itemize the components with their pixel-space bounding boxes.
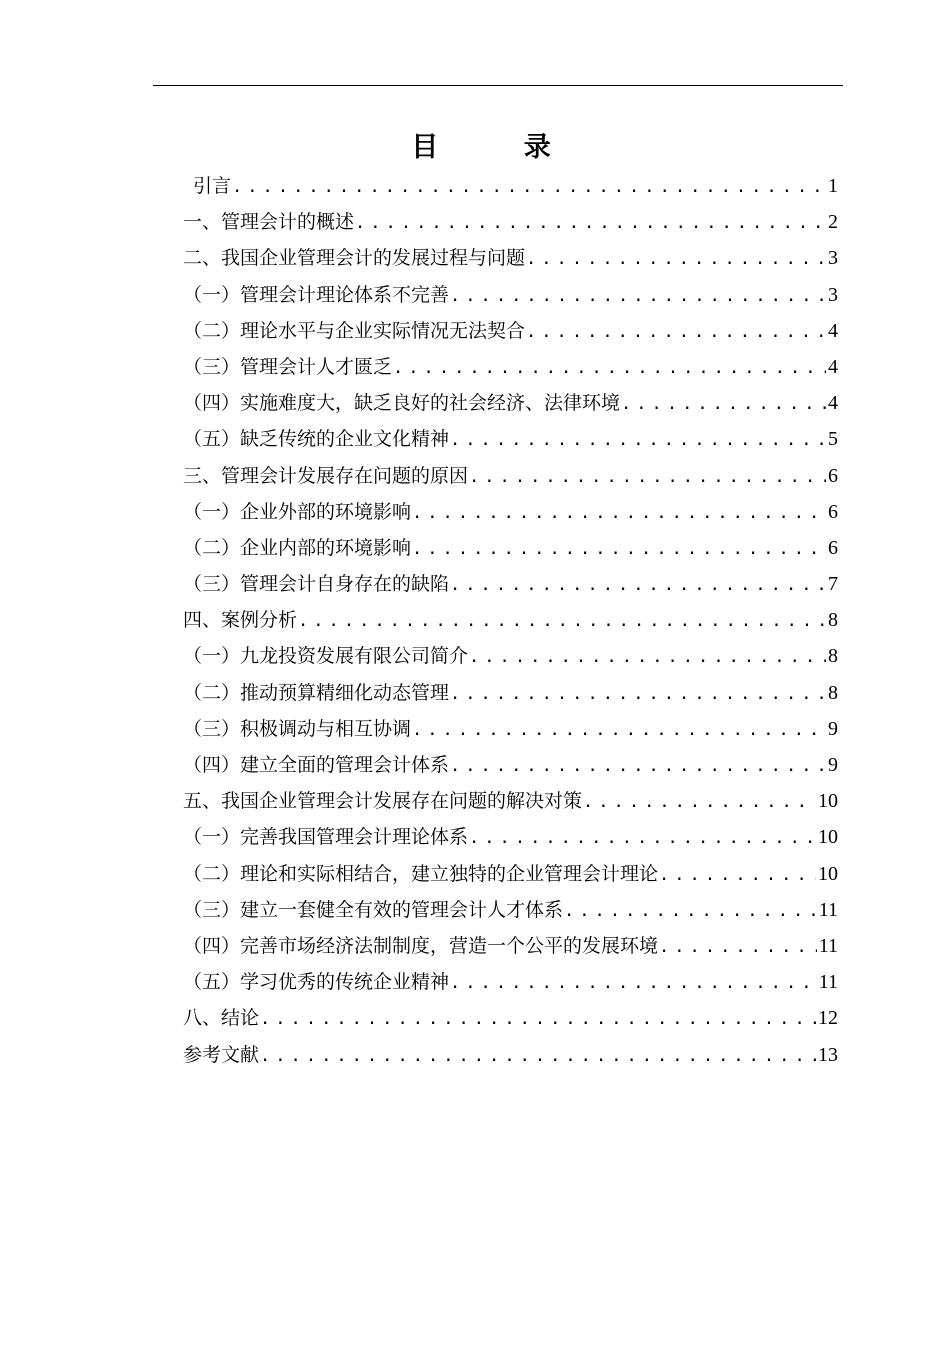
toc-entry-page: 13 xyxy=(818,1043,838,1066)
toc-dot-leader xyxy=(412,495,826,531)
toc-dot-leader xyxy=(260,1001,816,1037)
toc-dot-leader xyxy=(412,712,826,748)
toc-dot-leader xyxy=(260,1038,816,1074)
toc-entry-page: 4 xyxy=(828,392,838,415)
toc-entry-page: 2 xyxy=(828,211,838,234)
toc-entry[interactable] xyxy=(183,783,838,819)
toc-entry[interactable] xyxy=(183,856,838,892)
toc-entry[interactable] xyxy=(183,240,838,276)
toc-entry-text: 五、我国企业管理会计发展存在问题的解决对策 xyxy=(183,790,583,813)
toc-dot-leader xyxy=(450,567,826,603)
toc-entry-page: 5 xyxy=(828,428,838,451)
toc-entry-text: （三）积极调动与相互协调 xyxy=(183,717,412,740)
toc-entry[interactable] xyxy=(183,711,838,747)
toc-entry-text: （二）理论和实际相结合，建立独特的企业管理会计理论 xyxy=(183,862,659,885)
toc-dot-leader xyxy=(450,422,826,458)
toc-entry[interactable] xyxy=(183,385,838,421)
toc-entry-page: 9 xyxy=(828,754,838,776)
toc-entry-page: 3 xyxy=(828,283,838,306)
toc-entry[interactable] xyxy=(183,819,838,855)
toc-entry[interactable] xyxy=(183,530,838,566)
toc-dot-leader xyxy=(621,386,826,422)
toc-entry-text: （三）管理会计自身存在的缺陷 xyxy=(183,573,450,596)
toc-entry-page: 10 xyxy=(818,826,838,849)
toc-dot-leader xyxy=(526,314,826,350)
toc-dot-leader xyxy=(355,205,826,241)
toc-entry-text: （二）企业内部的环境影响 xyxy=(183,536,412,559)
toc-entry-page: 6 xyxy=(828,536,838,559)
toc-entry-text: （三）管理会计人才匮乏 xyxy=(183,355,393,378)
toc-dot-leader xyxy=(450,965,817,1001)
toc-entry-text: （二）推动预算精细化动态管理 xyxy=(183,681,450,704)
toc-entry[interactable] xyxy=(183,204,838,240)
toc-entry-page: 11 xyxy=(818,898,838,921)
toc-dot-leader xyxy=(564,893,817,929)
toc-entry[interactable] xyxy=(183,964,838,1000)
toc-entry-page: 9 xyxy=(828,717,838,740)
toc-entry-page: 6 xyxy=(828,464,838,487)
toc-entry-text: （五）学习优秀的传统企业精神 xyxy=(183,971,450,994)
toc-entry[interactable] xyxy=(183,168,838,204)
toc-dot-leader xyxy=(469,459,826,495)
toc-entry-text: （一）企业外部的环境影响 xyxy=(183,500,412,523)
toc-entry[interactable] xyxy=(183,277,838,313)
toc-entry[interactable] xyxy=(183,1037,838,1073)
toc-entry-page: 4 xyxy=(828,355,838,378)
toc-dot-leader xyxy=(412,531,826,567)
toc-entry-text: 引言 xyxy=(193,175,232,197)
toc-dot-leader xyxy=(659,929,817,965)
toc-dot-leader xyxy=(450,676,826,712)
toc-entry-page: 11 xyxy=(818,934,838,957)
toc-entry[interactable] xyxy=(183,747,838,783)
toc-entry-page: 3 xyxy=(828,247,838,270)
toc-entry-page: 10 xyxy=(818,862,838,885)
toc-entry-page: 10 xyxy=(818,790,838,813)
toc-dot-leader xyxy=(469,639,826,675)
toc-entry-text: 三、管理会计发展存在问题的原因 xyxy=(183,464,469,487)
toc-entry[interactable] xyxy=(183,1000,838,1036)
toc-entry-text: （一）管理会计理论体系不完善 xyxy=(183,283,450,306)
toc-entry-text: 一、管理会计的概述 xyxy=(183,211,355,234)
toc-entry-text: （一）完善我国管理会计理论体系 xyxy=(183,826,469,849)
toc-dot-leader xyxy=(450,748,826,784)
toc-entry-page: 8 xyxy=(828,609,838,632)
toc-entry-text: 参考文献 xyxy=(183,1043,260,1066)
toc-entry-text: 四、案例分析 xyxy=(183,609,298,632)
toc-entry-text: （三）建立一套健全有效的管理会计人才体系 xyxy=(183,898,564,921)
toc-entry[interactable] xyxy=(183,494,838,530)
toc-entry-page: 1 xyxy=(828,175,838,197)
toc-entry[interactable] xyxy=(183,928,838,964)
toc-entry[interactable] xyxy=(183,313,838,349)
toc-list xyxy=(183,168,838,1073)
toc-entry-page: 8 xyxy=(828,645,838,668)
toc-dot-leader xyxy=(659,857,816,893)
toc-entry-text: （四）完善市场经济法制制度，营造一个公平的发展环境 xyxy=(183,934,659,957)
toc-dot-leader xyxy=(393,350,826,386)
toc-entry-text: （二）理论水平与企业实际情况无法契合 xyxy=(183,319,526,342)
toc-entry[interactable] xyxy=(183,566,838,602)
toc-entry[interactable] xyxy=(183,675,838,711)
toc-entry[interactable] xyxy=(183,892,838,928)
toc-entry-page: 12 xyxy=(818,1007,838,1030)
toc-dot-leader xyxy=(232,169,826,205)
toc-entry[interactable] xyxy=(183,458,838,494)
toc-entry-page: 4 xyxy=(828,319,838,342)
toc-entry-text: （五）缺乏传统的企业文化精神 xyxy=(183,428,450,451)
toc-entry[interactable] xyxy=(183,349,838,385)
toc-entry-page: 6 xyxy=(828,500,838,523)
toc-entry-page: 7 xyxy=(828,573,838,596)
toc-entry[interactable] xyxy=(183,638,838,674)
toc-dot-leader xyxy=(526,241,826,277)
header-rule xyxy=(153,85,843,86)
toc-entry[interactable] xyxy=(183,602,838,638)
toc-entry-text: （四）实施难度大，缺乏良好的社会经济、法律环境 xyxy=(183,392,621,415)
toc-entry-text: （四）建立全面的管理会计体系 xyxy=(183,754,450,776)
toc-title: 目 录 xyxy=(411,132,589,163)
toc-entry-page: 11 xyxy=(818,971,838,994)
toc-entry-text: （一）九龙投资发展有限公司简介 xyxy=(183,645,469,668)
toc-dot-leader xyxy=(583,784,816,820)
toc-entry-page: 8 xyxy=(828,681,838,704)
toc-entry[interactable] xyxy=(183,421,838,457)
toc-entry-text: 二、我国企业管理会计的发展过程与问题 xyxy=(183,247,526,270)
toc-dot-leader xyxy=(298,603,826,639)
toc-entry-text: 八、结论 xyxy=(183,1007,260,1030)
toc-dot-leader xyxy=(469,820,816,856)
toc-dot-leader xyxy=(450,278,826,314)
